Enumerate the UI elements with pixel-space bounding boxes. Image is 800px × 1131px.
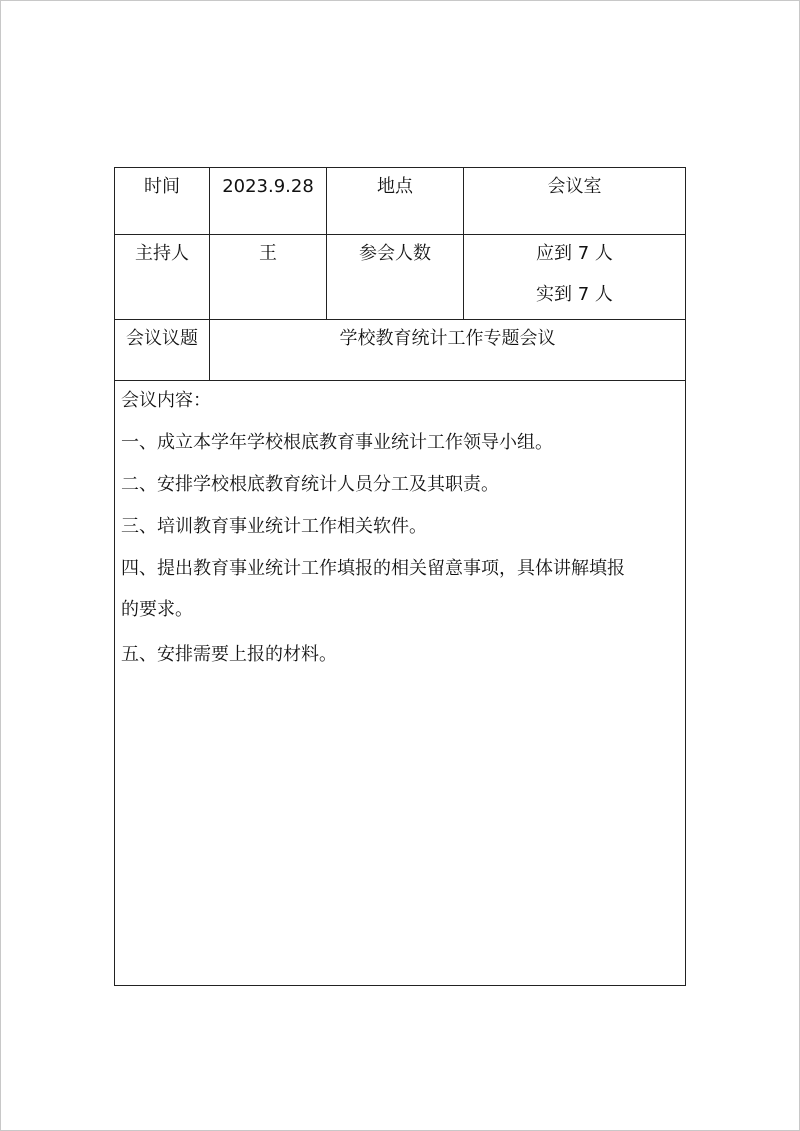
attendance-value-cell	[463, 234, 686, 320]
time-value: 2023.9.28	[222, 176, 314, 197]
host-label-cell	[114, 234, 210, 320]
content-item: 三、培训教育事业统计工作相关软件。	[121, 516, 427, 537]
content-item: 一、成立本学年学校根底教育事业统计工作领导小组。	[121, 432, 553, 453]
place-label: 地点	[377, 176, 413, 197]
topic-value-cell	[209, 319, 686, 381]
content-item: 四、提出教育事业统计工作填报的相关留意事项，具体讲解填报	[121, 558, 625, 579]
attendance-label-cell	[326, 234, 464, 320]
time-value-cell	[209, 167, 327, 235]
host-value-cell	[209, 234, 327, 320]
topic-value: 学校教育统计工作专题会议	[339, 328, 556, 349]
content-cell	[114, 380, 686, 986]
content-heading: 会议内容：	[121, 390, 211, 411]
host-label: 主持人	[135, 243, 189, 264]
place-value-cell	[463, 167, 686, 235]
attendance-label: 参会人数	[359, 243, 431, 264]
time-label-cell	[114, 167, 210, 235]
host-value: 王	[259, 243, 277, 264]
topic-label: 会议议题	[126, 328, 198, 349]
attendance-actual: 实到 7 人	[536, 284, 613, 305]
content-item-continuation: 的要求。	[121, 599, 193, 620]
content-item: 二、安排学校根底教育统计人员分工及其职责。	[121, 474, 499, 495]
attendance-expected: 应到 7 人	[536, 243, 613, 264]
place-label-cell	[326, 167, 464, 235]
time-label: 时间	[144, 176, 180, 197]
content-item: 五、安排需要上报的材料。	[121, 644, 337, 665]
place-value: 会议室	[547, 176, 602, 197]
topic-label-cell	[114, 319, 210, 381]
